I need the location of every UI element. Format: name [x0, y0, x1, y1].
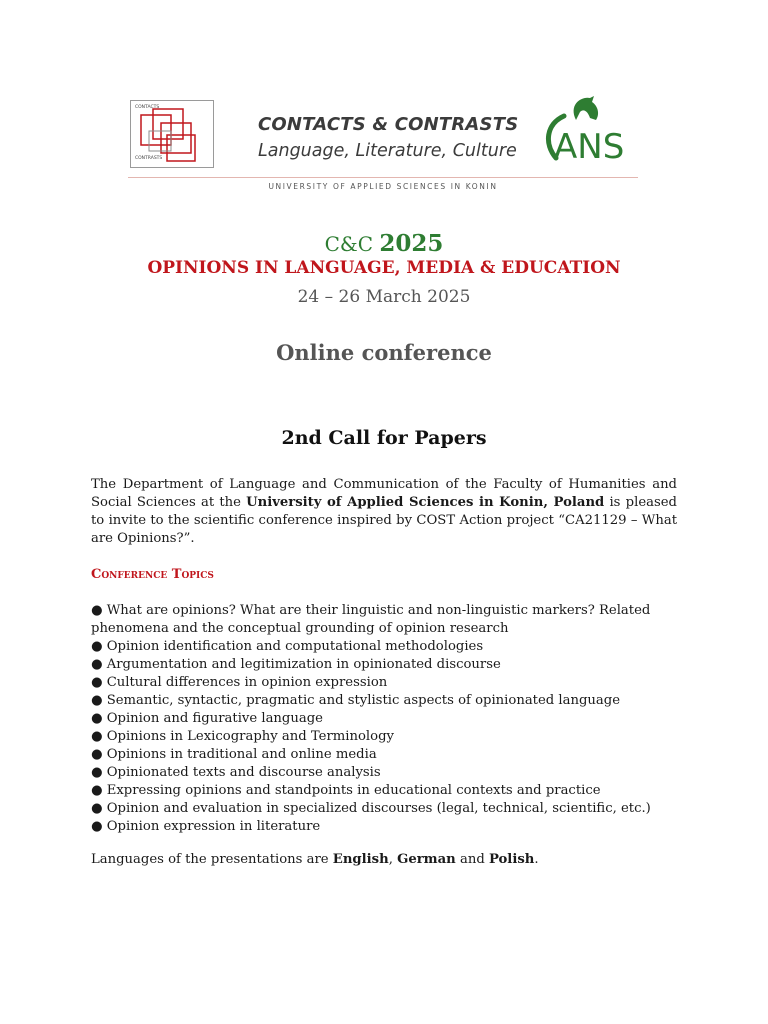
brand-title: CONTACTS & CONTRASTS	[258, 114, 519, 135]
ans-logo	[538, 94, 638, 166]
horse-head-icon	[574, 96, 598, 120]
topic-item: ● Opinionated texts and discourse analysis	[91, 765, 381, 780]
ans-logo-text: ANS	[554, 127, 625, 166]
university-line: UNIVERSITY OF APPLIED SCIENCES IN KONIN	[268, 182, 498, 191]
brand-block	[258, 112, 538, 164]
topic-item: ● What are opinions? What are their linguistic and non-linguistic markers? Related phenomena and the conceptual grounding of opinion research	[91, 603, 651, 636]
languages-sep: ,	[388, 852, 398, 867]
languages-suffix: .	[534, 852, 539, 867]
languages-line	[91, 851, 677, 869]
intro-paragraph	[91, 476, 677, 548]
languages-sep: and	[455, 852, 489, 867]
conference-topics-heading: Conference Topics	[91, 567, 214, 582]
intro-part2: is pleased to invite to the scientific conference inspired by COST Action project “CA21129 – What are Opinions?”.	[91, 495, 677, 546]
language-german: German	[397, 852, 456, 867]
topic-item: ● Opinion identification and computational methodologies	[91, 639, 484, 654]
topics-list	[91, 602, 677, 836]
topic-item: ● Opinion and evaluation in specialized discourses (legal, technical, scientific, etc.)	[91, 801, 651, 816]
brand-subtitle: Language, Literature, Culture	[258, 141, 517, 161]
topic-item: ● Cultural differences in opinion expression	[91, 675, 388, 690]
language-english: English	[332, 852, 389, 867]
topic-item: ● Opinion and figurative language	[91, 711, 323, 726]
topic-item: ● Opinions in traditional and online media	[91, 747, 377, 762]
conference-title: OPINIONS IN LANGUAGE, MEDIA & EDUCATION	[147, 258, 621, 278]
intro-university: University of Applied Sciences in Konin, Poland	[246, 495, 605, 510]
conference-dates: 24 – 26 March 2025	[297, 287, 471, 307]
conference-format: Online conference	[276, 340, 492, 365]
languages-prefix: Languages of the presentations are	[91, 852, 333, 867]
contacts-contrasts-logo	[130, 100, 214, 168]
topic-item: ● Opinion expression in literature	[91, 819, 321, 834]
header-divider	[128, 177, 638, 178]
topic-item: ● Expressing opinions and standpoints in educational contexts and practice	[91, 783, 601, 798]
conference-year: 2025	[379, 230, 444, 257]
intro-part1: The Department of Language and Communication of the Faculty of Humanities and Social Sciences at the	[91, 477, 677, 510]
conference-edition	[0, 230, 768, 257]
topic-item: ● Semantic, syntactic, pragmatic and stylistic aspects of opinionated language	[91, 693, 621, 708]
topic-item: ● Opinions in Lexicography and Terminology	[91, 729, 394, 744]
cc-label: C&C	[324, 232, 374, 256]
logo-text-top: CONTACTS	[135, 105, 160, 110]
logo-text-bottom: CONTRASTS	[135, 156, 163, 161]
call-for-papers-heading: 2nd Call for Papers	[281, 427, 487, 449]
language-polish: Polish	[488, 852, 535, 867]
topic-item: ● Argumentation and legitimization in opinionated discourse	[91, 657, 501, 672]
